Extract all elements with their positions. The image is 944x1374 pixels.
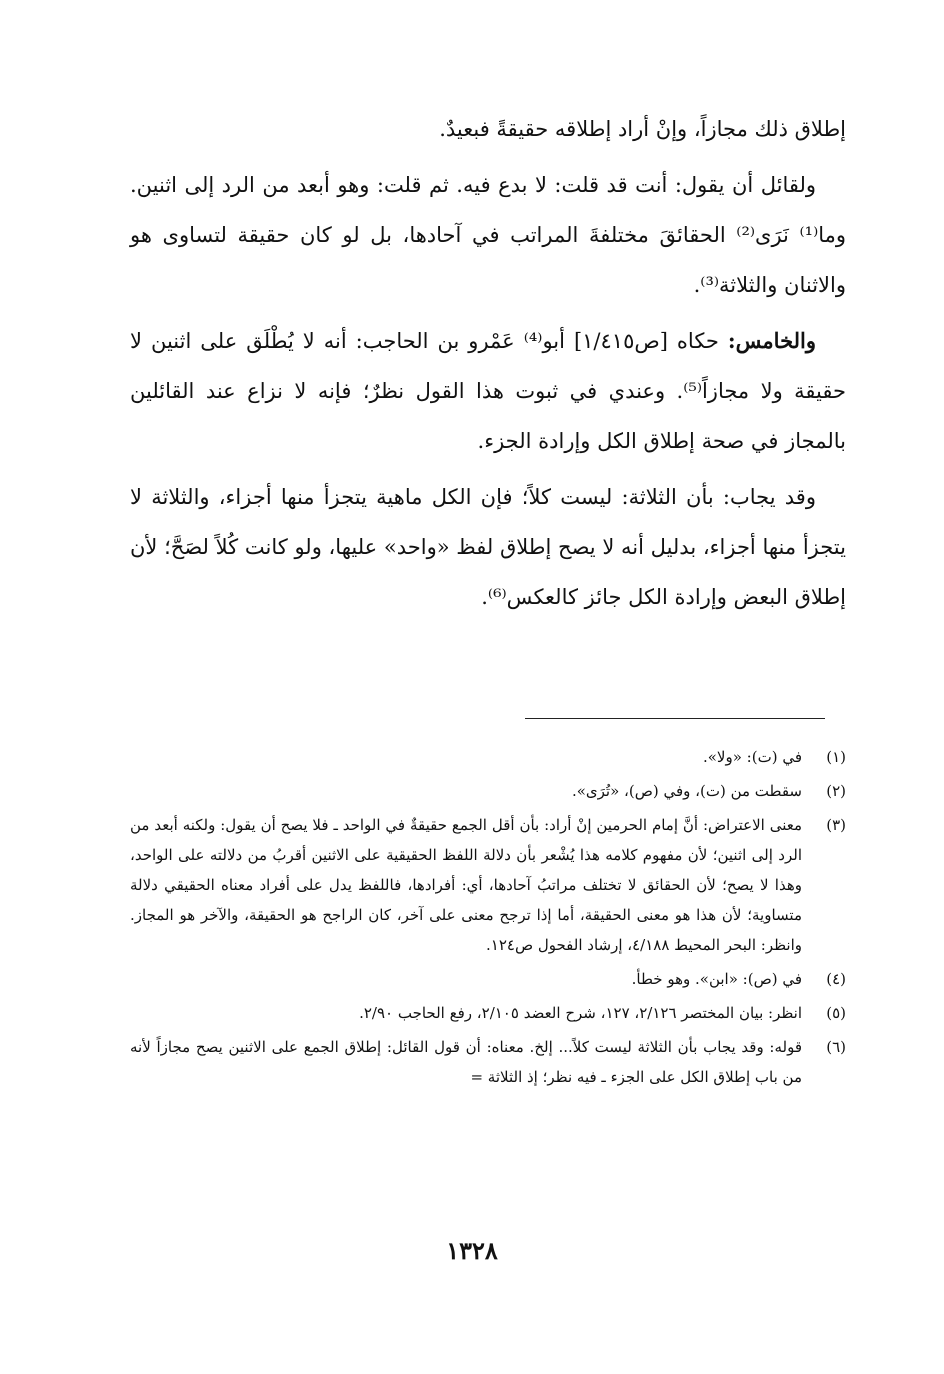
footnote-number: (١) <box>826 748 846 766</box>
page-number: ١٣٢٨ <box>446 1236 498 1265</box>
paragraph-1: إطلاق ذلك مجازاً، وإنْ أراد إطلاقه حقيقةً فبعيدٌ. <box>439 117 846 141</box>
paragraph-3-lead: والخامس: <box>727 328 816 353</box>
paragraph-2: ولقائل أن يقول: أنت قد قلت: لا بدع فيه. ثم قلت: وهو أبعد من الرد إلى اثنين. وما⁽¹⁾ نَرَى⁽²⁾ الحقائقَ مختلفةَ المراتب في آحادها، بل لو كان حقيقة لتساوى هو والاثنان والثلاثة⁽³⁾. <box>130 173 847 297</box>
paragraph-4: وقد يجاب: بأن الثلاثة: ليست كلاً؛ فإن الكل ماهية يتجزأ منها أجزاء، والثلاثة لا يتجزأ منها أجزاء، بدليل أنه لا يصح إطلاق لفظ «واحد» عليها، ولو كانت كُلاً لصَحَّ؛ لأن إطلاق البعض وإرادة الكل جائز كالعكس⁽⁶⁾. <box>130 485 846 609</box>
footnote <box>130 964 846 994</box>
footnote-number: (٦) <box>826 1038 846 1056</box>
paragraph-3-body: حكاه [ص١/٤١٥] أبو⁽⁴⁾ عَمْرو بن الحاجب: أنه لا يُطْلَق على اثنين لا حقيقة ولا مجازاً⁽⁵⁾. وعندي في ثبوت هذا القول نظرٌ؛ فإنه لا نزاع عند القائلين بالمجاز في صحة إطلاق الكل وإرادة الجزء. <box>130 329 846 453</box>
footnote <box>130 1032 846 1092</box>
footnote-divider <box>525 718 825 719</box>
footnote-number: (٢) <box>826 782 846 800</box>
paragraph-3 <box>130 316 846 466</box>
footnote-text: معنى الاعتراض: أنَّ إمام الحرمين إنْ أراد: بأن أقل الجمع حقيقةٌ في الواحد ـ فلا يصح أن يقول: ولكنه أبعد من الرد إلى اثنين؛ لأن مفهوم كلامه هذا يُشْعر بأن دلالة اللفظ الحقيقية على الاثنين أقربُ من دلالته على الواحد، وهذا لا يصح؛ لأن الحقائق لا تختلف مراتبُ آحادها، أي: أفرادها، فاللفظ يدل على أفراد معناه الحقيقي دلالة متساوية؛ لأن هذا هو معنى الحقيقة، أما إذا ترجح معنى على آخر، كان الراجح هو الحقيقة، والآخر هو المجاز. وانظر: البحر المحيط ٤/١٨٨، إرشاد الفحول ص١٢٤. <box>130 816 802 954</box>
footnote-text: في (ص): «ابن». وهو خطأ. <box>631 970 802 988</box>
footnote <box>130 810 846 960</box>
footnote-text: قوله: وقد يجاب بأن الثلاثة ليست كلاً... إلخ. معناه: أن قول القائل: إطلاق الجمع على الاثنين يصح مجازاً لأنه من باب إطلاق الكل على الجزء ـ فيه نظر؛ إذ الثلاثة = <box>130 1038 802 1086</box>
footnote <box>130 742 846 772</box>
footnote-text: سقطت من (ت)، وفي (ص)، «تُرَى». <box>571 782 802 800</box>
footnote-text: انظر: بيان المختصر ٢/١٢٦، ١٢٧، شرح العضد ٢/١٠٥، رفع الحاجب ٢/٩٠. <box>359 1004 802 1022</box>
main-text-block <box>130 104 846 628</box>
footnotes <box>130 742 846 1096</box>
footnote-number: (٥) <box>826 1004 846 1022</box>
footnote-text: في (ت): «ولا». <box>702 748 802 766</box>
footnote-number: (٣) <box>826 816 846 834</box>
footnote <box>130 776 846 806</box>
main-text <box>130 104 846 622</box>
footnote <box>130 998 846 1028</box>
footnote-number: (٤) <box>826 970 846 988</box>
